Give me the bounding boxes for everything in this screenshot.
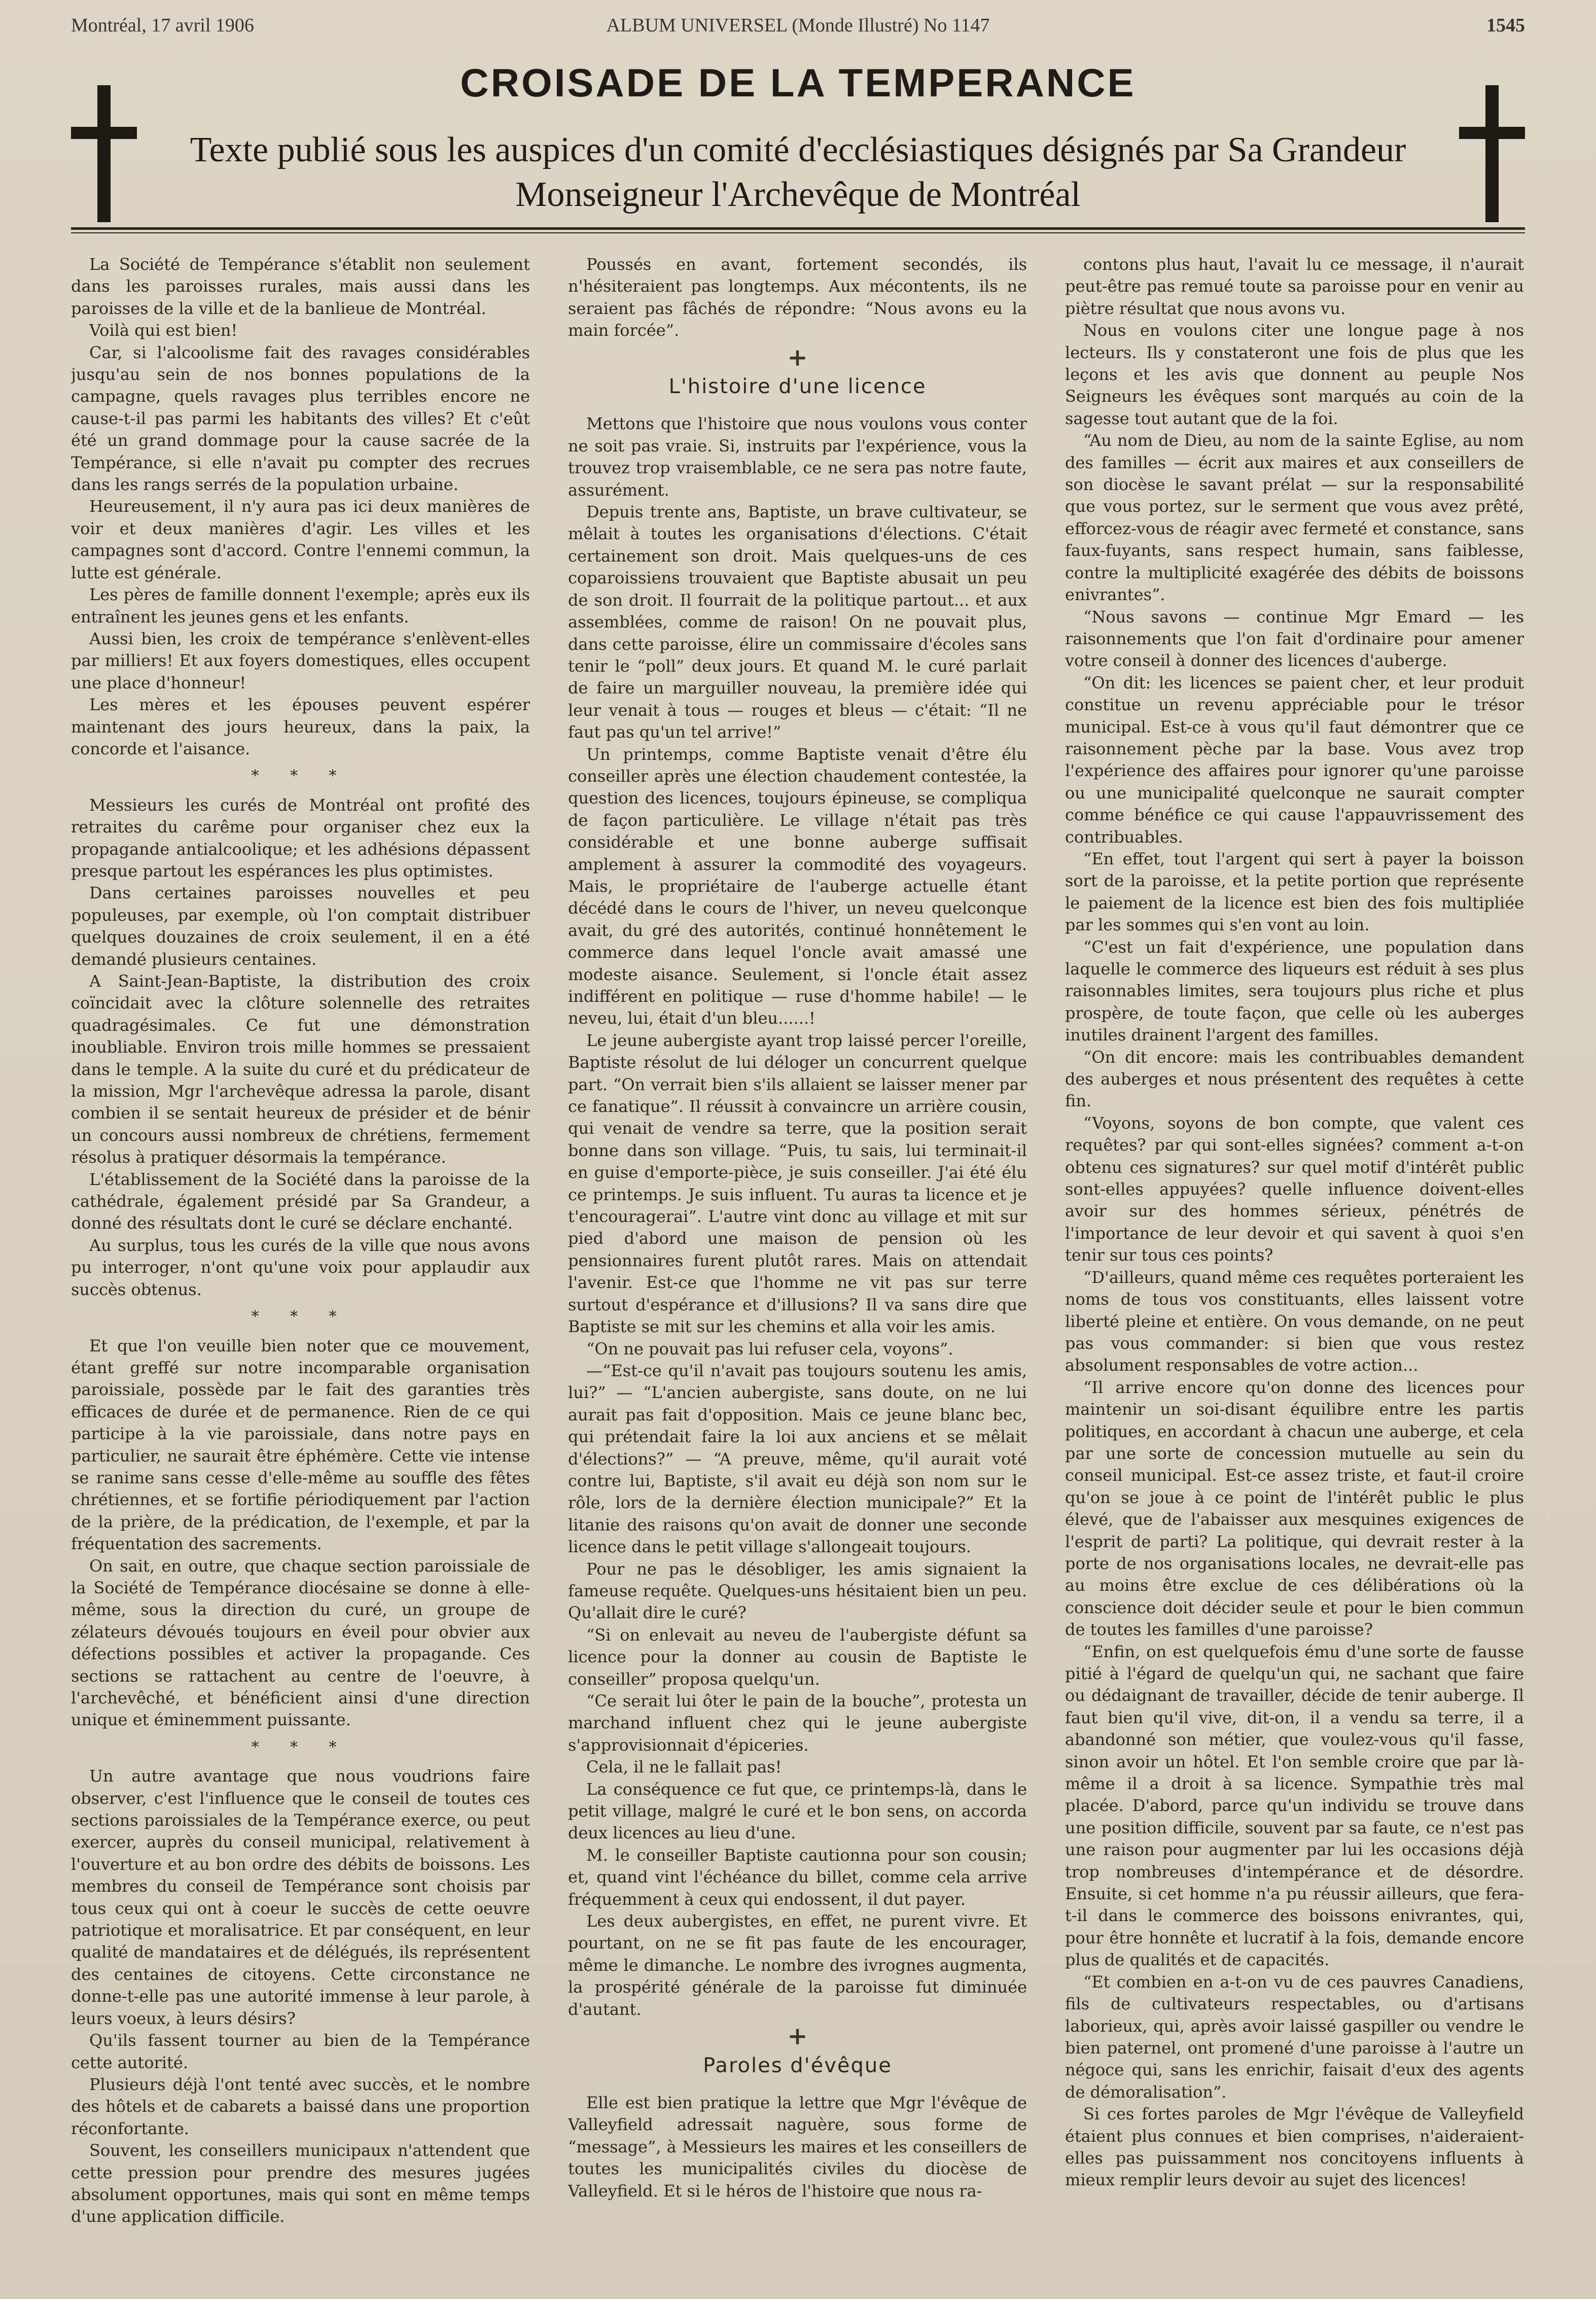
quote-paragraph: “Il arrive encore qu'on donne des licences pour maintenir un soi-disant équilibre entre les partis politiques, en accordant à chacun une auberge, et cela par une sorte de concession mutuelle au sein du conseil municipal. Est-ce assez triste, et faut-il croire qu'on se joue à ce point de l'intérêt public le plus élevé, que de l'abaisser aux mesquines exigences de l'esprit de parti? La politique, qui devrait rester à la porte de nos organisations locales, ne devrait-elle pas au moins être exclue de ces délibérations où la conscience doit décider seule et pour le bien commun de toutes les familles d'une paroisse?: [1065, 1377, 1524, 1640]
article-title: CROISADE DE LA TEMPERANCE: [460, 60, 1136, 105]
paragraph: Les mères et les épouses peuvent espérer maintenant des jours heureux, dans la paix, la concorde et l'aisance.: [71, 695, 530, 758]
quote-paragraph: “Nous savons — continue Mgr Emard — les raisonnements que l'on fait d'ordinaire pour amener votre conseil à donner des licences d'auberge.: [1065, 607, 1524, 671]
paragraph: Au surplus, tous les curés de la ville que nous avons pu interroger, n'ont qu'une voix pour applaudir aux succès obtenus.: [71, 1235, 530, 1299]
quote-paragraph: “D'ailleurs, quand même ces requêtes porteraient les noms de tous vos constituants, elles laissent votre liberté pleine et entière. On vous demande, on ne peut pas vous commander: si bien que vous restez absolument responsables de votre action...: [1065, 1267, 1524, 1375]
paragraph: Si ces fortes paroles de Mgr l'évêque de Valleyfield étaient plus connues et bien comprises, n'aideraient-elles pas puissamment nos concitoyens influents à mieux remplir leurs devoir au sujet des licences!: [1065, 2104, 1524, 2190]
paragraph: Poussés en avant, fortement secondés, ils n'hésiteraient pas longtemps. Aux mécontents, ils ne seraient pas fâchés de répondre: “Nous avons eu la main forcée”.: [568, 255, 1027, 340]
quote-paragraph: “Et combien en a-t-on vu de ces pauvres Canadiens, fils de cultivateurs respectables, ou d'artisans laborieux, qui, après avoir laissé gaspiller ou vendre le bien paternel, ont promené d'une paroisse à l'autre un négoce qui, sans les enrichir, faisait d'eux des agents de démoralisation”.: [1065, 1972, 1524, 2102]
quote-paragraph: “Au nom de Dieu, au nom de la sainte Eglise, au nom des familles — écrit aux maires et aux conseillers de son diocèse le savant prélat — sur la responsabilité que vous portez, sur le serment que vous avez prêté, efforcez-vous de réagir avec fermeté et constance, sans faux-fuyants, sans respect humain, sans faiblesse, contre la multiplicité exagérée des débits de boissons enivrantes”.: [1065, 431, 1524, 605]
paragraph: “On ne pouvait pas lui refuser cela, voyons”.: [586, 1339, 953, 1358]
paragraph: Le jeune aubergiste ayant trop laissé percer l'oreille, Baptiste résolut de lui déloger un concurrent quelque part. “On verrait bien s'ils allaient se laisser mener par ce fanatique”. Il réussit à convaincre un arrière cousin, qui venait de vendre sa terre, que la position serait bonne dans son village. “Puis, tu sais, lui terminait-il en guise d'emporte-pièce, je suis conseiller. J'ai été élu ce printemps. Je suis influent. Tu auras ta licence et je t'encouragerai”. L'autre vint donc au village et mit sur pied d'abord une maison de pension où les pensionnaires furent plutôt rares. Mais on attendait l'avenir. Est-ce que l'homme ne vit pas sur terre surtout d'espérance et d'illusions? Il va sans dire que Baptiste se mit sur les chemins et alla voir les amis.: [568, 1030, 1027, 1337]
column-3: [1065, 254, 1524, 2252]
subtitle-line-1: Texte publié sous les auspices d'un comité d'ecclésiastiques désignés par Sa Grandeur: [190, 130, 1406, 169]
quote-paragraph: “On dit: les licences se paient cher, et leur produit constitue un revenu appréciable pour le trésor municipal. Est-ce à vous qu'il faut démontrer que ce raisonnement pèche par la base. Vous avez trop l'expérience des affaires pour ignorer qu'une paroisse ou une municipalité quelconque ne saurait compter comme bénéfice ce qui cause l'appauvrissement des contribuables.: [1065, 673, 1524, 847]
quote-paragraph: “C'est un fait d'expérience, une population dans laquelle le commerce des liqueurs est réduit à ses plus raisonnables limites, sera toujours plus riche et plus prospère, de toute façon, que celle où les auberges inutiles drainent l'argent des familles.: [1065, 937, 1524, 1045]
column-1: [71, 254, 530, 2252]
paragraph: A Saint-Jean-Baptiste, la distribution des croix coïncidait avec la clôture solennelle des retraites quadragésimales. Ce fut une démonstration inoubliable. Environ trois mille hommes se pressaient dans le temple. A la suite du curé et du prédicateur de la mission, Mgr l'archevêque adressa la parole, disant combien il se sentait heureux de présider et de bénir un concours aussi nombreux de chrétiens, fermement résolus à pratiquer désormais la tempérance.: [71, 971, 530, 1167]
paragraph: Heureusement, il n'y aura pas ici deux manières de voir et deux manières d'agir. Les villes et les campagnes sont d'accord. Contre l'ennemi commun, la lutte est générale.: [71, 497, 530, 582]
paragraph: Les pères de famille donnent l'exemple; après eux ils entraînent les jeunes gens et les enfants.: [71, 585, 530, 626]
quote-paragraph: “En effet, tout l'argent qui sert à payer la boisson sort de la paroisse, et la petite portion que représente le paiement de la licence est bien des fois multipliée par les sommes qui s'en vont au loin.: [1065, 849, 1524, 935]
paragraph: Elle est bien pratique la lettre que Mgr l'évêque de Valleyfield adressait naguère, sous forme de “message”, à Messieurs les maires et les conseillers de toutes les municipalités civiles du diocèse de Valleyfield. Et si le héros de l'histoire que nous ra-: [568, 2093, 1027, 2201]
header-date: Montréal, 17 avril 1906: [71, 15, 254, 36]
header-rule-thick: [71, 227, 1525, 230]
paragraph: Depuis trente ans, Baptiste, un brave cultivateur, se mêlait à toutes les organisations d'élections. C'était certainement son droit. Mais quelques-uns de ces coparoissiens trouvaient que Baptiste abusait un peu de son droit. Il fourrait de la politique partout... et aux assemblées, comme de raison! On ne pouvait plus, dans cette paroisse, élire un commissaire d'écoles sans tenir le “poll” deux jours. Et quand M. le curé parlait de faire un marguiller nouveau, la première idée qui leur venait à tous — rouges et bleus — c'était: “Il ne faut pas qu'un tel arrive!”: [568, 502, 1027, 742]
paragraph: M. le conseiller Baptiste cautionna pour son cousin; et, quand vint l'échéance du billet, comme cela arrive fréquemment à ceux qui endossent, il dut payer.: [568, 1845, 1027, 1909]
paragraph: Pour ne pas le désobliger, les amis signaient la fameuse requête. Quelques-uns hésitaient bien un peu. Qu'allait dire le curé?: [568, 1559, 1027, 1623]
paragraph: Et que l'on veuille bien noter que ce mouvement, étant greffé sur notre incomparable organisation paroissiale, possède par le fait des garanties très efficaces de durée et de permanence. Rien de ce qui participe à la vie paroissiale, dans notre pays en particulier, ne saurait être éphémère. Cette vie intense se ranime sans cesse d'elle-même au souffle des fêtes chrétiennes, et se fortifie périodiquement par l'action de la prière, de la prédication, de l'exemple, et par la fréquentation des sacrements.: [71, 1336, 530, 1554]
header-page-number: 1545: [1486, 15, 1525, 36]
quote-paragraph: “Voyons, soyons de bon compte, que valent ces requêtes? par qui sont-elles signées? comment a-t-on obtenu ces signatures? sur quel motif d'intérêt public sont-elles appuyées? quelle influence doivent-elles avoir sur des hommes sérieux, pénétrés de l'importance de leur devoir et qui savent à quoi s'en tenir sur tous ces points?: [1065, 1113, 1524, 1265]
paragraph: On sait, en outre, que chaque section paroissiale de la Société de Tempérance diocésaine se donne à elle-même, sous la direction du curé, un groupe de zélateurs dévoués toujours en éveil pour obvier aux défections possibles et activer la propagande. Ces sections se rattachent au centre de l'oeuvre, à l'archevêché, et bénéficient ainsi d'une direction unique et éminemment puissante.: [71, 1556, 530, 1730]
paragraph: Cela, il ne le fallait pas!: [586, 1757, 782, 1777]
quote-paragraph: “Enfin, on est quelquefois ému d'une sorte de fausse pitié à l'égard de quelqu'un qui, ne sachant que faire ou dédaignant de travailler, décide de tenir auberge. Il faut bien qu'il vive, dit-on, il a vendu sa terre, il a abandonné son métier, que voulez-vous qu'il fasse, sinon avoir un hôtel. Et l'on semble croire que par là-même il a droit à sa licence. Sympathie très mal placée. D'abord, parce qu'un individu se trouve dans une position difficile, souvent par sa faute, ce n'est pas une raison pour augmenter par lui les occasions déjà trop nombreuses d'intempérance et de désordre. Ensuite, si cet homme n'a pu réussir ailleurs, que fera-t-il dans le commerce des boissons enivrantes, qui, pour être honnête et lucratif à la fois, demande encore plus de qualités et de capacités.: [1065, 1642, 1524, 1970]
section-separator: * * *: [251, 1738, 350, 1756]
paragraph: —“Est-ce qu'il n'avait pas toujours soutenu les amis, lui?” — “L'ancien aubergiste, sans doute, on ne lui aurait pas fait d'opposition. Mais ce jeune blanc bec, qui prétendait faire la loi aux anciens et se mêlait d'élections?” — “A preuve, même, qu'il aurait voté contre lui, Baptiste, s'il avait eu déjà son nom sur le rôle, lors de la dernière élection municipale?” Et la litanie des raisons qu'on avait de donner une seconde licence dans le petit village s'allongeait toujours.: [568, 1361, 1027, 1557]
paragraph: Aussi bien, les croix de tempérance s'enlèvent-elles par milliers! Et aux foyers domestiques, elles occupent une place d'honneur!: [71, 629, 530, 692]
column-2: [568, 254, 1027, 2252]
paragraph: Un autre avantage que nous voudrions faire observer, c'est l'influence que le conseil de toutes ces sections paroissiales de la Tempérance exerce, ou peut exercer, auprès du conseil municipal, relativement à l'ouverture et au bon ordre des débits de boissons. Les membres du conseil de Tempérance sont choisis par tous ceux qui ont à coeur le succès de cette oeuvre patriotique et moralisatrice. Et par conséquent, en leur qualité de mandataires et de délégués, ils représentent des centaines de citoyens. Cette circonstance ne donne-t-elle pas une autorité immense à leur parole, à leurs voeux, à leurs désirs?: [71, 1766, 530, 2028]
paragraph: “Si on enlevait au neveu de l'aubergiste défunt sa licence pour la donner au cousin de Baptiste le conseiller” proposa quelqu'un.: [568, 1625, 1027, 1689]
paragraph: Voilà qui est bien!: [89, 321, 238, 340]
section-heading: Paroles d'évêque: [703, 2053, 892, 2077]
plus-separator-icon: +: [787, 2022, 808, 2051]
paragraph: Souvent, les conseillers municipaux n'attendent que cette pression pour prendre des mesures jugées absolument opportunes, mais qui sont en même temps d'une application difficile.: [71, 2141, 530, 2226]
paragraph: Les deux aubergistes, en effet, ne purent vivre. Et pourtant, on ne se fit pas faute de les encourager, même le dimanche. Le nombre des ivrognes augmenta, la prospérité générale de la paroisse fut diminuée d'autant.: [568, 1911, 1027, 2019]
quote-paragraph: “On dit encore: mais les contribuables demandent des auberges et nous présentent des requêtes à cette fin.: [1065, 1047, 1524, 1111]
paragraph: Mettons que l'histoire que nous voulons vous conter ne soit pas vraie. Si, instruits par l'expérience, vous la trouvez trop vraisemblable, ce ne sera pas notre faute, assurément.: [568, 414, 1027, 500]
paragraph: L'établissement de la Société dans la paroisse de la cathédrale, également présidé par Sa Grandeur, a donné des résultats dont le curé se déclare enchanté.: [71, 1169, 530, 1233]
paragraph: Qu'ils fassent tourner au bien de la Tempérance cette autorité.: [71, 2031, 530, 2072]
plus-separator-icon: +: [787, 343, 808, 372]
paragraph: Messieurs les curés de Montréal ont profité des retraites du carême pour organiser chez eux la propagande antialcoolique; et les adhésions dépassent presque partout les espérances les plus optimistes.: [71, 795, 530, 881]
paragraph: Car, si l'alcoolisme fait des ravages considérables jusqu'au sein de nos bonnes populations de la campagne, quels ravages plus terribles encore ne cause-t-il pas parmi les habitants des villes? Et c'eût été un grand dommage pour la cause sacrée de la Tempérance, si elle n'avait pu compter des recrues dans les rangs serrés de la population urbaine.: [71, 342, 530, 495]
section-heading: L'histoire d'une licence: [668, 375, 927, 399]
running-header: [71, 14, 1525, 45]
section-separator: * * *: [251, 1308, 350, 1326]
paragraph: Plusieurs déjà l'ont tenté avec succès, et le nombre des hôtels et de cabarets a baissé dans une proportion réconfortante.: [71, 2074, 530, 2138]
section-separator: * * *: [251, 767, 350, 785]
paragraph: Dans certaines paroisses nouvelles et peu populeuses, par exemple, où l'on comptait distribuer quelques douzaines de croix seulement, il en a été demandé plusieurs centaines.: [71, 883, 530, 969]
header-publication: ALBUM UNIVERSEL (Monde Illustré) No 1147: [606, 15, 990, 36]
paragraph: contons plus haut, l'avait lu ce message, il n'aurait peut-être pas remué toute sa paroisse pour en venir au piètre résultat que nous avons vu.: [1065, 255, 1524, 318]
article-subtitle: [0, 128, 1596, 217]
paragraph: Un printemps, comme Baptiste venait d'être élu conseiller après une élection chaudement contestée, la question des licences, toujours épineuse, se compliqua de façon particulière. Le village n'était pas très considérable et une bonne auberge suffisait amplement à assurer la commodité des voyageurs. Mais, le propriétaire de l'auberge actuelle étant décédé dans le cours de l'hiver, un neveu quelconque avait, du gré des autorités, continué honnêtement le commerce dans lequel l'oncle avait amassé une modeste aisance. Seulement, si l'oncle était assez indifférent en politique — ruse d'homme habile! — le neveu, lui, était d'un bleu......!: [568, 744, 1027, 1028]
subtitle-line-2: Monseigneur l'Archevêque de Montréal: [515, 175, 1081, 214]
paragraph: “Ce serait lui ôter le pain de la bouche”, protesta un marchand influent chez qui le jeune aubergiste s'approvisionnait d'épiceries.: [568, 1691, 1027, 1755]
header-rule-thin: [71, 232, 1525, 233]
paragraph: Nous en voulons citer une longue page à nos lecteurs. Ils y constateront une fois de plus que les leçons et les avis que donnent au peuple Nos Seigneurs les évêques sont marqués au coin de la sagesse tout autant que de la foi.: [1065, 321, 1524, 428]
paragraph: La Société de Tempérance s'établit non seulement dans les paroisses rurales, mais aussi dans les paroisses de la ville et de la banlieue de Montréal.: [71, 255, 530, 318]
paragraph: La conséquence ce fut que, ce printemps-là, dans le petit village, malgré le curé et le bon sens, on accorda deux licences au lieu d'une.: [568, 1779, 1027, 1843]
